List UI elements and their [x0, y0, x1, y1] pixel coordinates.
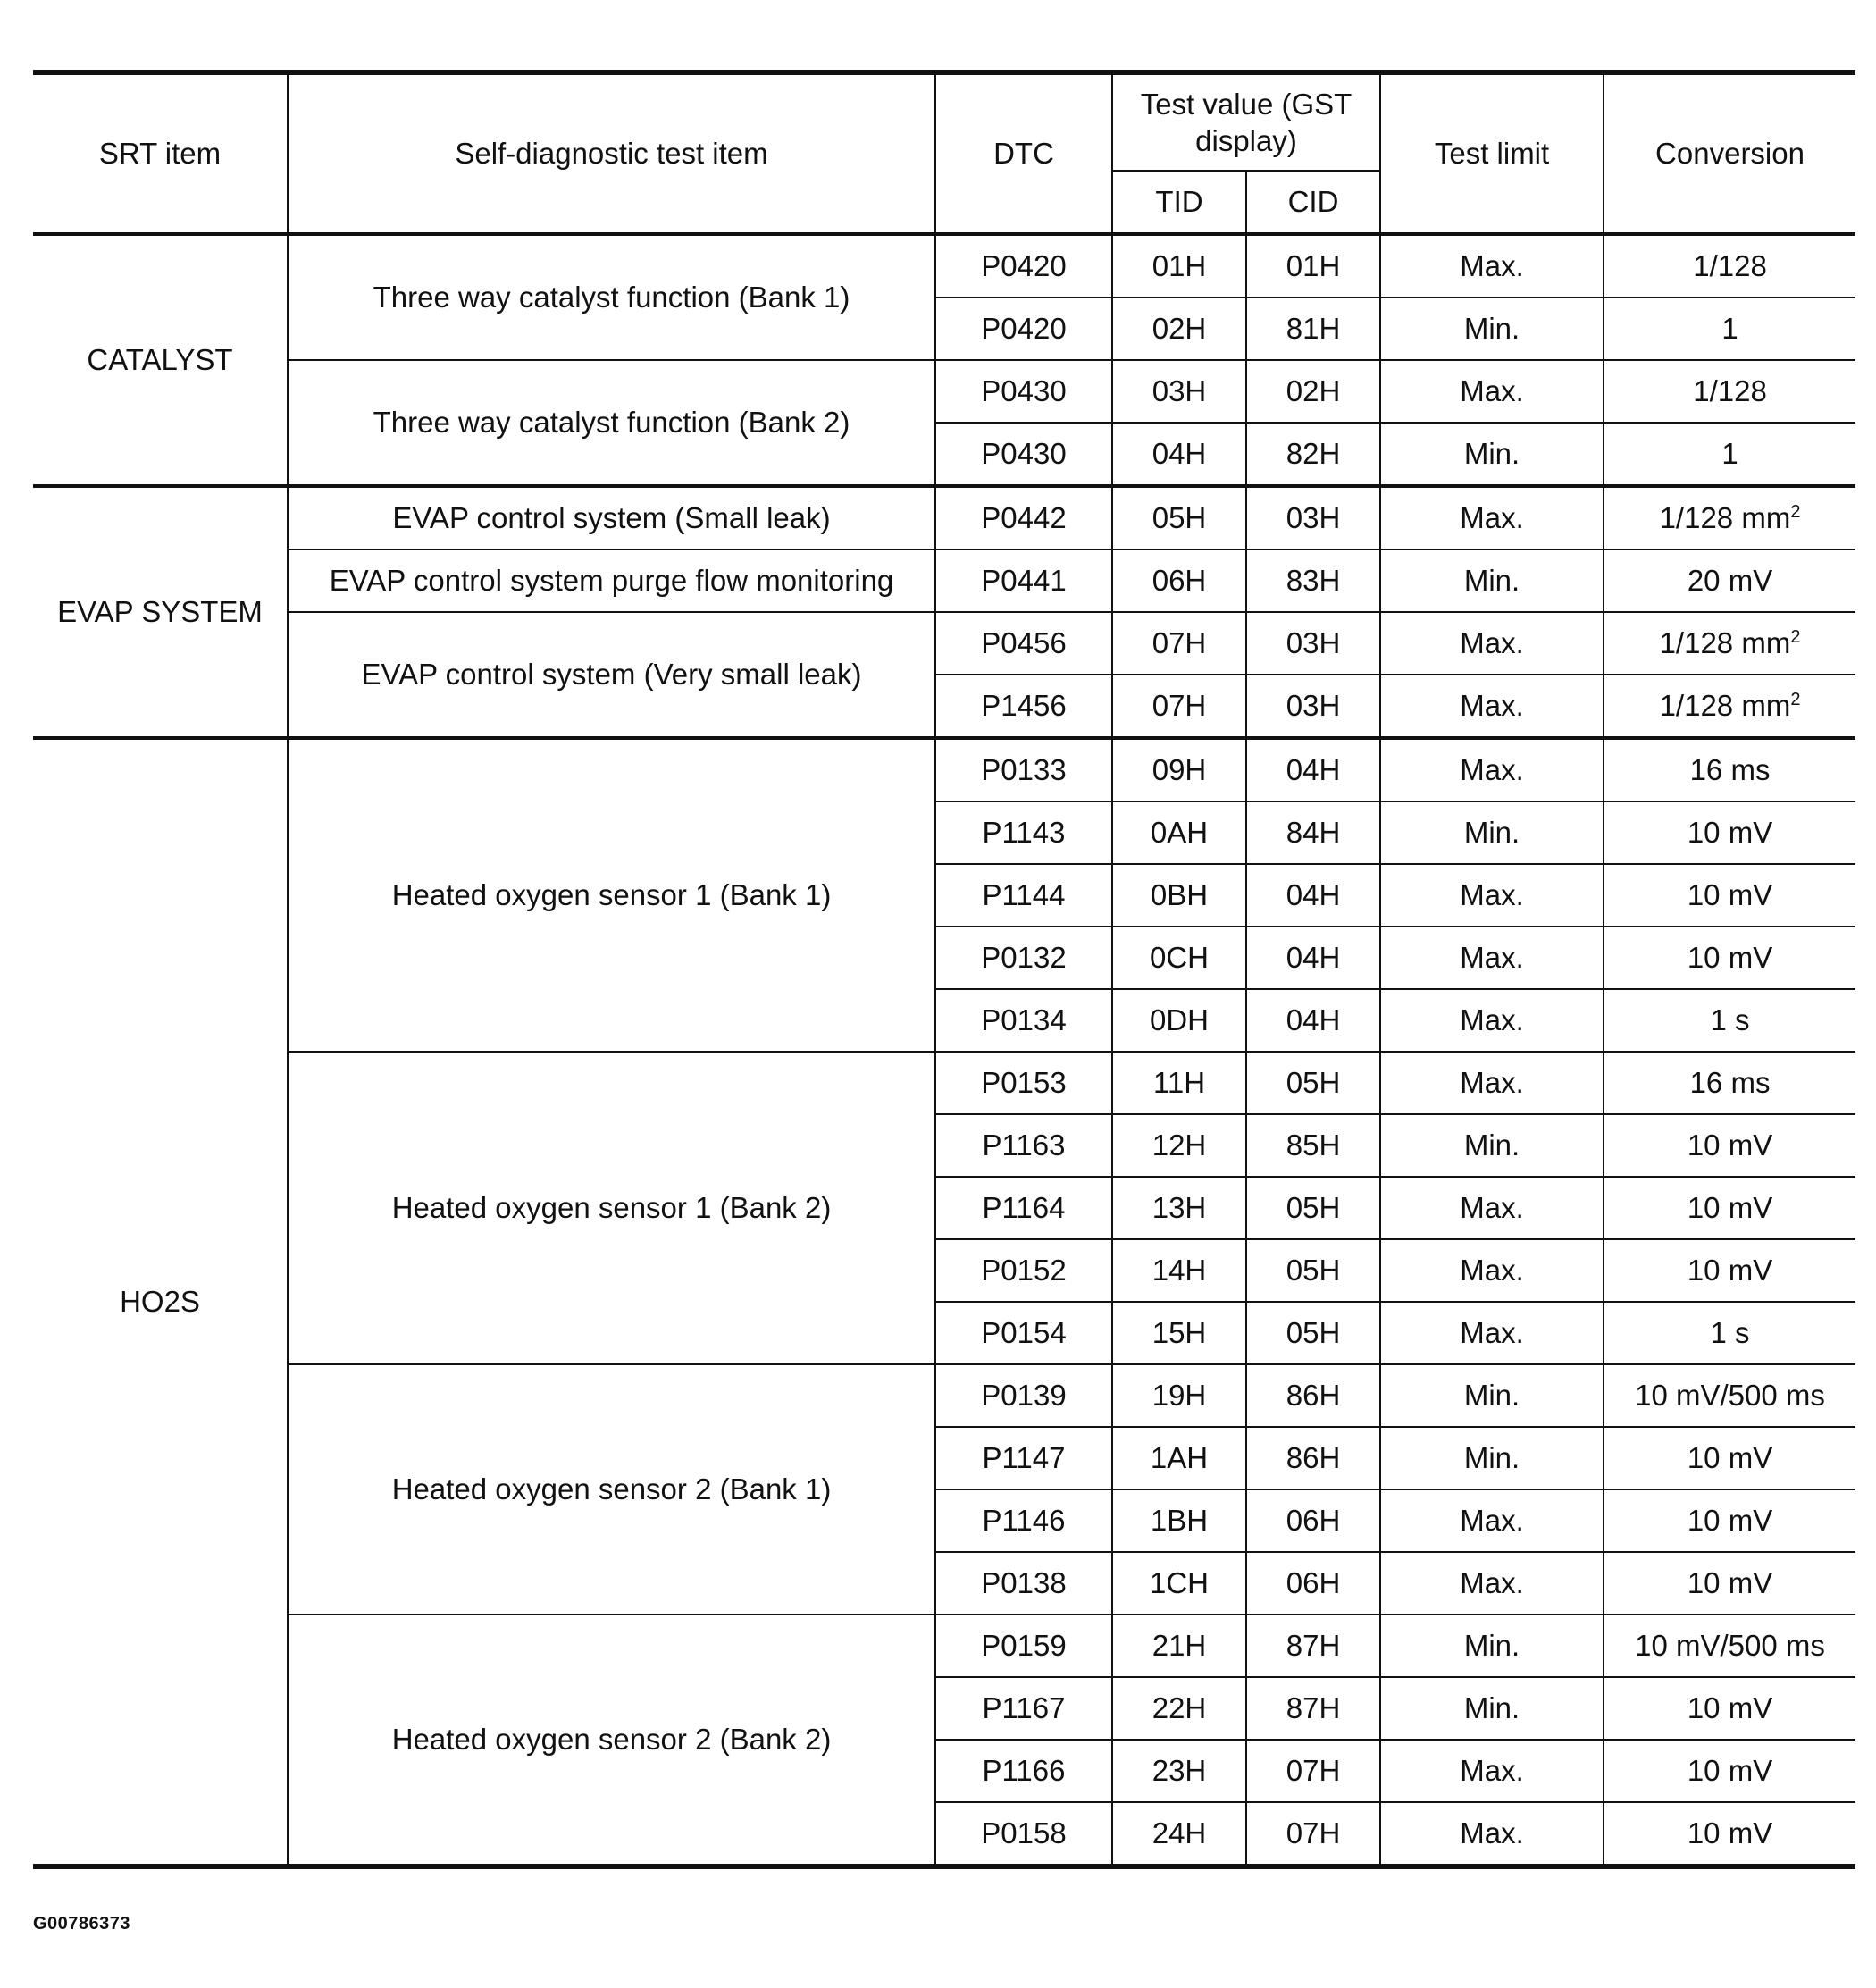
- tid-cell: 02H: [1112, 298, 1246, 360]
- tid-cell: 1AH: [1112, 1427, 1246, 1489]
- cid-cell: 05H: [1246, 1302, 1380, 1364]
- cid-cell: 04H: [1246, 989, 1380, 1052]
- conversion-text: 20 mV: [1687, 564, 1773, 598]
- conversion-cell: [1604, 1615, 1855, 1677]
- dtc-cell: P1166: [935, 1740, 1112, 1802]
- cid-cell: 86H: [1246, 1364, 1380, 1427]
- conversion-text: 10 mV: [1687, 1691, 1773, 1725]
- tid-cell: 1BH: [1112, 1489, 1246, 1552]
- conversion-text: 10 mV: [1687, 1128, 1773, 1162]
- table-row: [33, 234, 1855, 298]
- dtc-cell: P1163: [935, 1114, 1112, 1177]
- cid-cell: 03H: [1246, 612, 1380, 675]
- test-limit-cell: Min.: [1380, 1615, 1604, 1677]
- test-limit-cell: Max.: [1380, 1802, 1604, 1866]
- test-item-cell: EVAP control system (Small leak): [288, 486, 935, 549]
- test-limit-cell: Min.: [1380, 1427, 1604, 1489]
- dtc-cell: P1143: [935, 801, 1112, 864]
- conversion-text: 10 mV: [1687, 878, 1773, 912]
- conversion-text: 1/128 mm: [1659, 689, 1791, 723]
- conversion-cell: [1604, 1740, 1855, 1802]
- conversion-text: 1: [1721, 312, 1738, 346]
- test-item-cell: Three way catalyst function (Bank 1): [288, 234, 935, 360]
- conversion-text: 10 mV: [1687, 1754, 1773, 1788]
- tid-cell: 0BH: [1112, 864, 1246, 927]
- dtc-cell: P0138: [935, 1552, 1112, 1615]
- cid-cell: 86H: [1246, 1427, 1380, 1489]
- header-srt-item: SRT item: [33, 72, 288, 234]
- cid-cell: 85H: [1246, 1114, 1380, 1177]
- conversion-text: 10 mV: [1687, 1504, 1773, 1538]
- dtc-cell: P1167: [935, 1677, 1112, 1740]
- dtc-cell: P0139: [935, 1364, 1112, 1427]
- test-limit-cell: Min.: [1380, 1364, 1604, 1427]
- figure-id: G00786373: [33, 1914, 131, 1933]
- tid-cell: 06H: [1112, 549, 1246, 612]
- conversion-cell: [1604, 1489, 1855, 1552]
- cid-cell: 05H: [1246, 1052, 1380, 1114]
- tid-cell: 13H: [1112, 1177, 1246, 1239]
- conversion-cell: [1604, 927, 1855, 989]
- table-row: [33, 1364, 1855, 1427]
- test-limit-cell: Min.: [1380, 1677, 1604, 1740]
- conversion-cell: [1604, 1052, 1855, 1114]
- cid-cell: 04H: [1246, 864, 1380, 927]
- conversion-text: 16 ms: [1689, 1066, 1771, 1100]
- conversion-cell: [1604, 1364, 1855, 1427]
- cid-cell: 05H: [1246, 1177, 1380, 1239]
- conversion-cell: [1604, 549, 1855, 612]
- tid-cell: 11H: [1112, 1052, 1246, 1114]
- conversion-cell: [1604, 1177, 1855, 1239]
- srt-test-value-table: [33, 70, 1855, 1869]
- cid-cell: 87H: [1246, 1615, 1380, 1677]
- table-header: [33, 72, 1855, 234]
- dtc-cell: P0132: [935, 927, 1112, 989]
- dtc-cell: P0420: [935, 298, 1112, 360]
- cid-cell: 04H: [1246, 927, 1380, 989]
- cid-cell: 07H: [1246, 1740, 1380, 1802]
- header-cid: CID: [1246, 171, 1380, 234]
- conversion-cell: [1604, 612, 1855, 675]
- test-limit-cell: Max.: [1380, 1239, 1604, 1302]
- test-limit-cell: Min.: [1380, 801, 1604, 864]
- tid-cell: 05H: [1112, 486, 1246, 549]
- test-limit-cell: Max.: [1380, 675, 1604, 738]
- conversion-superscript: 2: [1790, 502, 1801, 523]
- tid-cell: 21H: [1112, 1615, 1246, 1677]
- dtc-cell: P1146: [935, 1489, 1112, 1552]
- tid-cell: 14H: [1112, 1239, 1246, 1302]
- cid-cell: 82H: [1246, 423, 1380, 486]
- cid-cell: 04H: [1246, 738, 1380, 801]
- tid-cell: 0CH: [1112, 927, 1246, 989]
- dtc-cell: P0153: [935, 1052, 1112, 1114]
- test-limit-cell: Max.: [1380, 989, 1604, 1052]
- conversion-text: 10 mV: [1687, 941, 1773, 975]
- dtc-cell: P0430: [935, 423, 1112, 486]
- dtc-cell: P0133: [935, 738, 1112, 801]
- cid-cell: 07H: [1246, 1802, 1380, 1866]
- conversion-cell: [1604, 1677, 1855, 1740]
- test-limit-cell: Min.: [1380, 1114, 1604, 1177]
- srt-item-cell: CATALYST: [33, 234, 288, 486]
- test-limit-cell: Max.: [1380, 927, 1604, 989]
- test-limit-cell: Max.: [1380, 486, 1604, 549]
- test-item-cell: EVAP control system (Very small leak): [288, 612, 935, 738]
- conversion-text: 10 mV/500 ms: [1635, 1629, 1825, 1663]
- test-item-cell: Three way catalyst function (Bank 2): [288, 360, 935, 486]
- conversion-text: 1/128: [1693, 249, 1767, 283]
- tid-cell: 19H: [1112, 1364, 1246, 1427]
- tid-cell: 22H: [1112, 1677, 1246, 1740]
- table-body: [33, 234, 1855, 1866]
- conversion-text: 10 mV: [1687, 1254, 1773, 1288]
- conversion-text: 10 mV/500 ms: [1635, 1379, 1825, 1413]
- tid-cell: 09H: [1112, 738, 1246, 801]
- dtc-cell: P0158: [935, 1802, 1112, 1866]
- cid-cell: 84H: [1246, 801, 1380, 864]
- test-limit-cell: Min.: [1380, 549, 1604, 612]
- dtc-cell: P1456: [935, 675, 1112, 738]
- test-item-cell: Heated oxygen sensor 1 (Bank 2): [288, 1052, 935, 1364]
- header-conversion: Conversion: [1604, 72, 1855, 234]
- conversion-text: 10 mV: [1687, 1191, 1773, 1225]
- conversion-text: 10 mV: [1687, 816, 1773, 850]
- tid-cell: 23H: [1112, 1740, 1246, 1802]
- conversion-text: 16 ms: [1689, 753, 1771, 787]
- conversion-cell: [1604, 360, 1855, 423]
- cid-cell: 03H: [1246, 675, 1380, 738]
- header-test-item: Self-diagnostic test item: [288, 72, 935, 234]
- test-limit-cell: Max.: [1380, 1740, 1604, 1802]
- test-limit-cell: Max.: [1380, 234, 1604, 298]
- tid-cell: 0AH: [1112, 801, 1246, 864]
- tid-cell: 1CH: [1112, 1552, 1246, 1615]
- tid-cell: 04H: [1112, 423, 1246, 486]
- header-test-value: Test value (GST display): [1112, 72, 1380, 171]
- conversion-cell: [1604, 801, 1855, 864]
- tid-cell: 07H: [1112, 612, 1246, 675]
- cid-cell: 03H: [1246, 486, 1380, 549]
- dtc-cell: P0152: [935, 1239, 1112, 1302]
- cid-cell: 87H: [1246, 1677, 1380, 1740]
- conversion-cell: [1604, 1802, 1855, 1866]
- conversion-cell: [1604, 864, 1855, 927]
- test-item-cell: Heated oxygen sensor 2 (Bank 1): [288, 1364, 935, 1615]
- srt-item-cell: EVAP SYSTEM: [33, 486, 288, 738]
- cid-cell: 81H: [1246, 298, 1380, 360]
- table-row: [33, 360, 1855, 423]
- conversion-cell: [1604, 675, 1855, 738]
- dtc-cell: P0441: [935, 549, 1112, 612]
- dtc-cell: P0159: [935, 1615, 1112, 1677]
- conversion-text: 1/128 mm: [1659, 501, 1791, 535]
- dtc-cell: P0420: [935, 234, 1112, 298]
- header-tid: TID: [1112, 171, 1246, 234]
- table-row: [33, 549, 1855, 612]
- test-item-cell: Heated oxygen sensor 1 (Bank 1): [288, 738, 935, 1052]
- test-limit-cell: Min.: [1380, 298, 1604, 360]
- test-limit-cell: Max.: [1380, 1552, 1604, 1615]
- cid-cell: 83H: [1246, 549, 1380, 612]
- cid-cell: 01H: [1246, 234, 1380, 298]
- dtc-cell: P1164: [935, 1177, 1112, 1239]
- header-test-limit: Test limit: [1380, 72, 1604, 234]
- test-limit-cell: Max.: [1380, 1052, 1604, 1114]
- conversion-cell: [1604, 1114, 1855, 1177]
- conversion-cell: [1604, 1427, 1855, 1489]
- dtc-cell: P1147: [935, 1427, 1112, 1489]
- tid-cell: 24H: [1112, 1802, 1246, 1866]
- tid-cell: 01H: [1112, 234, 1246, 298]
- dtc-cell: P1144: [935, 864, 1112, 927]
- conversion-text: 10 mV: [1687, 1441, 1773, 1475]
- dtc-cell: P0430: [935, 360, 1112, 423]
- dtc-cell: P0154: [935, 1302, 1112, 1364]
- conversion-text: 1 s: [1710, 1003, 1750, 1037]
- conversion-text: 1 s: [1710, 1316, 1750, 1350]
- conversion-cell: [1604, 298, 1855, 360]
- conversion-cell: [1604, 423, 1855, 486]
- test-limit-cell: Max.: [1380, 738, 1604, 801]
- test-limit-cell: Min.: [1380, 423, 1604, 486]
- conversion-text: 1/128 mm: [1659, 626, 1791, 660]
- table-row: [33, 612, 1855, 675]
- conversion-text: 10 mV: [1687, 1566, 1773, 1600]
- dtc-cell: P0456: [935, 612, 1112, 675]
- test-limit-cell: Max.: [1380, 864, 1604, 927]
- dtc-cell: P0442: [935, 486, 1112, 549]
- test-limit-cell: Max.: [1380, 1489, 1604, 1552]
- test-item-cell: EVAP control system purge flow monitoring: [288, 549, 935, 612]
- conversion-cell: [1604, 1302, 1855, 1364]
- table-row: [33, 1615, 1855, 1677]
- header-dtc: DTC: [935, 72, 1112, 234]
- cid-cell: 06H: [1246, 1489, 1380, 1552]
- conversion-text: 1/128: [1693, 374, 1767, 408]
- tid-cell: 03H: [1112, 360, 1246, 423]
- cid-cell: 05H: [1246, 1239, 1380, 1302]
- conversion-cell: [1604, 486, 1855, 549]
- table-row: [33, 738, 1855, 801]
- dtc-cell: P0134: [935, 989, 1112, 1052]
- conversion-cell: [1604, 738, 1855, 801]
- conversion-cell: [1604, 234, 1855, 298]
- cid-cell: 02H: [1246, 360, 1380, 423]
- tid-cell: 15H: [1112, 1302, 1246, 1364]
- conversion-superscript: 2: [1790, 690, 1801, 710]
- tid-cell: 0DH: [1112, 989, 1246, 1052]
- tid-cell: 07H: [1112, 675, 1246, 738]
- conversion-cell: [1604, 1552, 1855, 1615]
- tid-cell: 12H: [1112, 1114, 1246, 1177]
- conversion-cell: [1604, 1239, 1855, 1302]
- table-row: [33, 1052, 1855, 1114]
- test-limit-cell: Max.: [1380, 1177, 1604, 1239]
- test-item-cell: Heated oxygen sensor 2 (Bank 2): [288, 1615, 935, 1866]
- test-limit-cell: Max.: [1380, 1302, 1604, 1364]
- cid-cell: 06H: [1246, 1552, 1380, 1615]
- test-limit-cell: Max.: [1380, 360, 1604, 423]
- test-limit-cell: Max.: [1380, 612, 1604, 675]
- conversion-cell: [1604, 989, 1855, 1052]
- table-row: [33, 486, 1855, 549]
- conversion-text: 10 mV: [1687, 1816, 1773, 1850]
- conversion-superscript: 2: [1790, 627, 1801, 648]
- srt-item-cell: HO2S: [33, 738, 288, 1866]
- conversion-text: 1: [1721, 437, 1738, 471]
